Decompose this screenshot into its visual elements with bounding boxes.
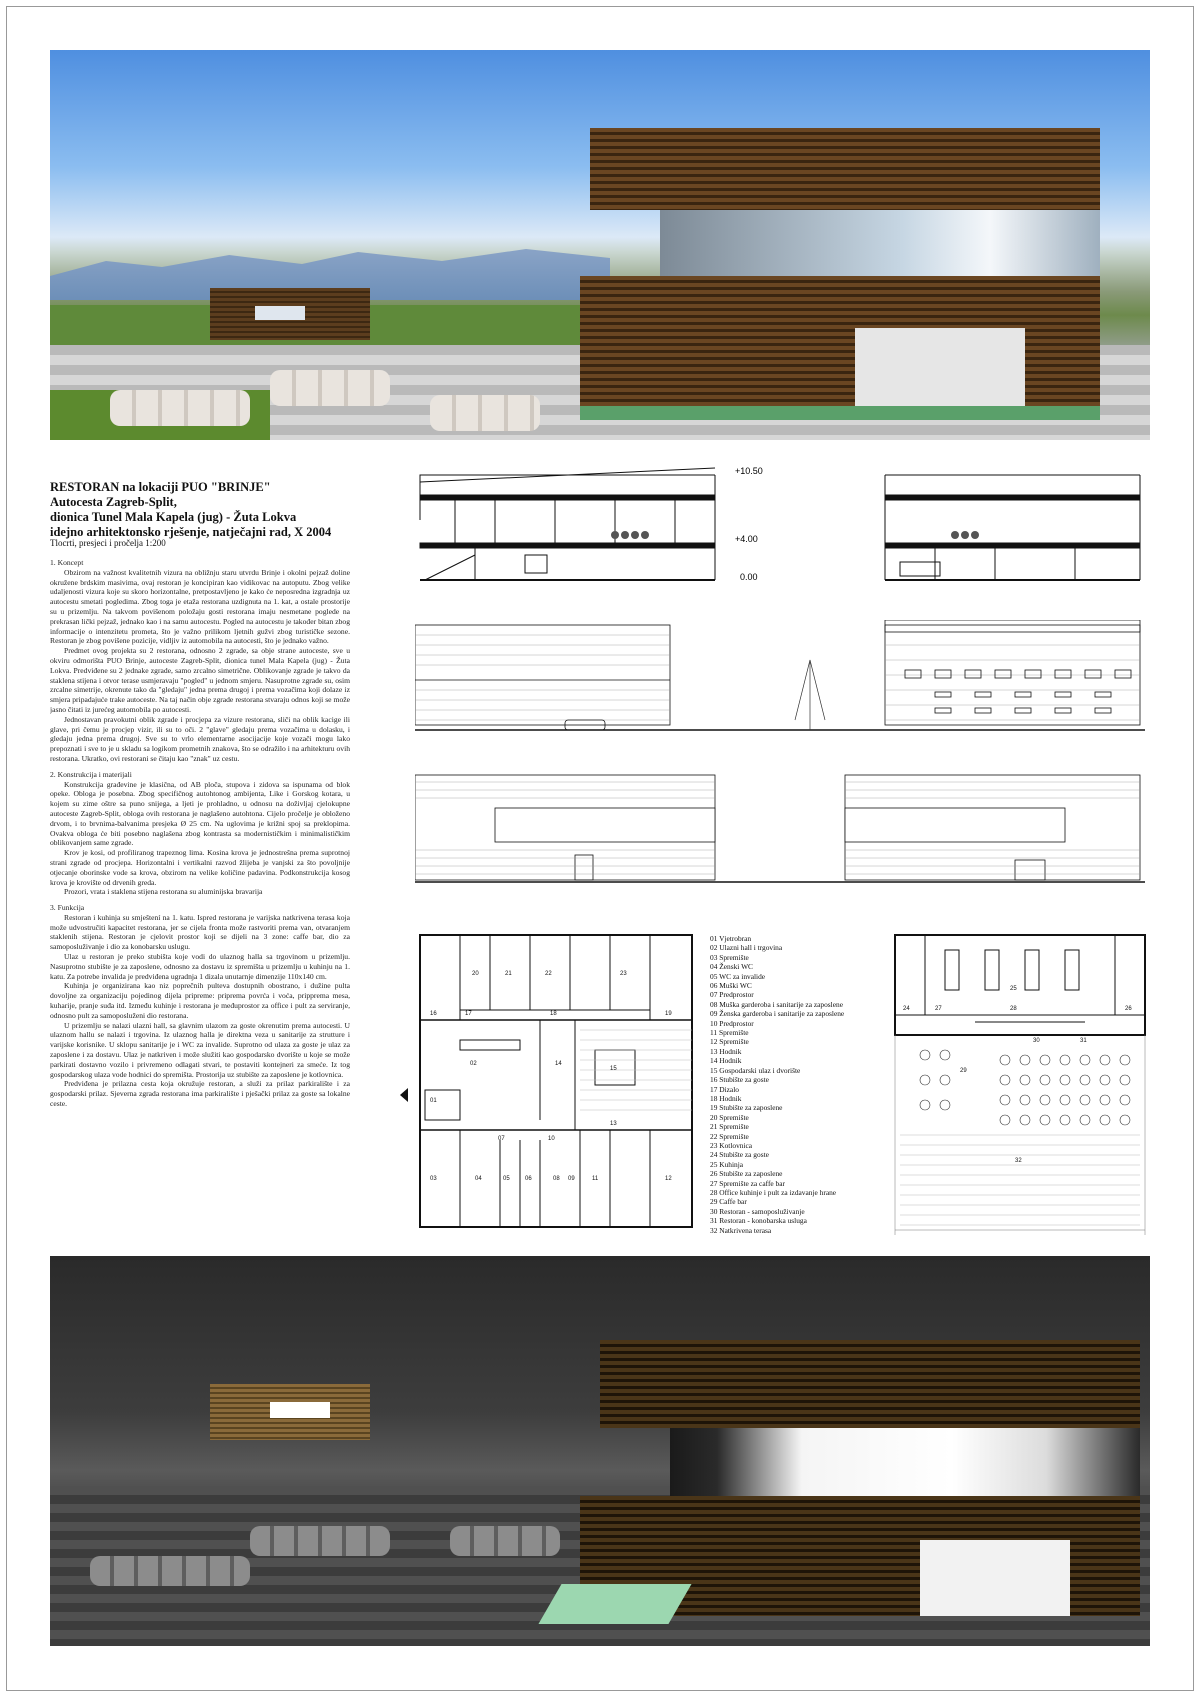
service-opening: [855, 328, 1025, 406]
legend-item: 27 Spremište za caffe bar: [710, 1178, 785, 1188]
room-label: 01: [430, 1098, 437, 1104]
room-label: 30: [1033, 1038, 1040, 1044]
title-line: Autocesta Zagreb-Split,: [50, 495, 177, 509]
entrance-marker: [400, 1088, 408, 1102]
room-label: 09: [568, 1176, 575, 1182]
distant-window: [255, 306, 305, 320]
room-label: 25: [1010, 986, 1017, 992]
restaurant-building: [580, 128, 1100, 420]
legend-item: 19 Stubište za zaposlene: [710, 1103, 783, 1113]
room-label: 22: [545, 971, 552, 977]
parked-cars: [250, 1526, 390, 1556]
legend-item: 31 Restoran - konobarska usluga: [710, 1216, 807, 1226]
drawing-scale-note: Tlocrti, presjeci i pročelja 1:200: [50, 538, 166, 548]
room-label: 18: [550, 1011, 557, 1017]
legend-item: 22 Spremište: [710, 1131, 749, 1141]
room-label: 16: [430, 1011, 437, 1017]
day-render: [50, 50, 1150, 440]
building-sections: [415, 460, 1145, 590]
elevations-row-1: [415, 620, 1145, 740]
legend-item: 12 Spremište: [710, 1037, 749, 1047]
paragraph: Krov je kosi, od profiliranog trapeznog lima. Kosina krova je jednostrešna prema suprotnoj strani zgrade od procjepa. Horizontalni i vertikalni razvod žlijeba je vanjski za što povoljnije otjecanje oborinske vode sa krova, obzirom na velike količine padavina. Podkonstrukcija kosog krova je krovište od drvenih greda.: [50, 848, 350, 887]
lit-plinth: [538, 1584, 691, 1624]
level-mid-label: +4.00: [735, 534, 758, 544]
room-label: 04: [475, 1176, 482, 1182]
title-line: idejno arhitektonsko rješenje, natječajni rad, X 2004: [50, 525, 332, 539]
night-render: [50, 1256, 1150, 1646]
legend-item: 13 Hodnik: [710, 1046, 742, 1056]
parked-cars: [90, 1556, 250, 1586]
parked-cars: [450, 1526, 560, 1556]
paragraph: U prizemlju se nalazi ulazni hall, sa glavnim ulazom za goste okrenutim prema autocesti. U ulaznom hallu se nalazi i trgovina. Iz ulaznog halla je direktna veza u sanitarije za strutture i varijske korisnike. U sklopu sanitarije je i WC za invalide. Suprotno od ulaza za goste je ulaz za zaposlene i za dostavu. Ulaz je natkriven i može služiti kao gospodarsko dvorište u koje se može parkirati dostavno vozilo i privremeno odlagati stvari, te postaviti kontejneri za smeće. Iz tog gospodarskog ulaza vode hodnici do spremišta. Prostorija uz stubište za zaposlene je kotlovnica.: [50, 1020, 350, 1079]
legend-item: 09 Ženska garderoba i sanitarije za zaposlene: [710, 1009, 845, 1019]
title-line: dionica Tunel Mala Kapela (jug) - Žuta Lokva: [50, 510, 297, 524]
room-label: 19: [665, 1011, 672, 1017]
upper-timber-volume: [590, 128, 1100, 210]
restaurant-building: [580, 1340, 1140, 1630]
legend-item: 11 Spremište: [710, 1028, 749, 1038]
glass-facade: [660, 210, 1100, 276]
legend-item: 24 Stubište za goste: [710, 1150, 769, 1160]
level-top-label: +10.50: [735, 466, 763, 476]
paragraph: Restoran i kuhinja su smještení na 1. katu. Ispred restorana je varijska natkrivena terasa koja može udvostručiti kapacitet restorana, jer se cijela fronta može rastvoriti prema van, otvaranjem staklenih stijena. Restoran je cjelovit prostor koji se dijeli na 3 zone: caffe bar, dio za samoposluživanje i dio za konobarsku uslugu.: [50, 912, 350, 952]
ground-floor-plan: [400, 930, 700, 1235]
room-label: 14: [555, 1061, 562, 1067]
room-label: 11: [592, 1176, 599, 1182]
room-label: 24: [903, 1006, 910, 1012]
description-text: [50, 558, 350, 1238]
room-legend: [710, 934, 880, 1235]
room-label: 02: [470, 1061, 477, 1067]
legend-item: 28 Office kuhinje i pult za izdavanje hrane: [710, 1187, 837, 1197]
section-heading: 2. Konstrukcija i materijali: [50, 769, 132, 779]
legend-item: 14 Hodnik: [710, 1056, 742, 1066]
section-heading: 1. Koncept: [50, 558, 84, 567]
legend-item: 23 Kotlovnica: [710, 1140, 753, 1150]
paragraph: Konstrukcija građevine je klasična, od AB ploča, stupova i zidova sa ispunama od blok opeke. Obloga je posebna. Zbog specifičnog autohtonog ambijenta, Like i Gorskog kotara, u kojem su zime oštre sa puno snijega, a ljeti je prohladno, u odnosu na doživljaj cjelokupne autoceste Zagreb-Split, obloga ovih restorana je naglašeno autohtona. Cijelo pročelje je obloženo drvom, i to brvnima-balvanima presjeka Ø 25 cm. Na uglovima je križni spoj sa preklopima. Ovakva obloga će biti posebno naglašena zbog kontrasta sa modernističkim i minimalističkim oblikovanjem same zgrade.: [50, 779, 350, 848]
distant-window: [270, 1402, 330, 1418]
legend-item: 29 Caffe bar: [710, 1197, 747, 1207]
legend-item: 08 Muška garderoba i sanitarije za zaposlene: [710, 999, 843, 1009]
legend-item: 26 Stubište za zaposlene: [710, 1169, 783, 1179]
paragraph: Obzirom na važnost kvalitetnih vizura na obližnju staru utvrdu Brinje i okolni pejzaž doline okružene brdskim masivima, ovaj restoran je koncipiran kao vidikovac na autoputu. Zbog velike udaljenosti vizura koje su skoro horizontalne, pretpostavljeno je kako će neposredna izgradnja uz autocestu smetati pogledima. Zbog toga je etaža restorana uzdignuta na 1. kat, a ostale prostorije su u prizemlju. Na takvom povišenom položaju gosti restorana imaju nesmetane poglede na prekrasan lički pejzaž, jednako kao i na samu autocestu. Pogled na autocestu je također bitan zbog informacije o intenzitetu prometa, što je važno prilikom ljetnih gužvi zbog turističke sezone. Restoran je zbog povišene pozicije, vidljiv iz automobila na autocesti, što je jednako važno.: [50, 567, 350, 646]
paragraph: Prozori, vrata i staklena stijena restorana su aluminijska bravarija: [64, 887, 263, 897]
room-label: 27: [935, 1006, 942, 1012]
lit-glass-facade: [670, 1428, 1140, 1496]
title-line: RESTORAN na lokaciji PUO "BRINJE": [50, 480, 271, 494]
legend-item: 05 WC za invalide: [710, 971, 766, 981]
paragraph: Kuhinja je organizirana kao niz poprečnih pulteva dostupnih obostrano, i dužine pulta dovoljne za organizaciju pojedinog dijela pripreme: priprema povrća i voća, pripprema mesa, kuharije, pranje suđa itd. Između kuhinje i restorana je međuprostor za office i pult za serviranje, odnosno pult za samoposluženi dio restorana.: [50, 981, 350, 1020]
section-heading: 3. Funkcija: [50, 903, 85, 913]
legend-item: 07 Predprostor: [710, 990, 754, 1000]
parked-cars: [110, 390, 250, 426]
legend-item: 25 Kuhinja: [710, 1159, 744, 1169]
room-label: 10: [548, 1136, 555, 1142]
project-title: [50, 480, 350, 540]
legend-item: 30 Restoran - samoposluživanje: [710, 1206, 805, 1216]
room-label: 23: [620, 971, 627, 977]
paragraph: Predmet ovog projekta su 2 restorana, odnosno 2 zgrade, sa obje strane autoceste, sve u okviru odmorišta PUO Brinje, autoceste Zagreb-Split, dionica tunel Mala Kapela (jug) - Žuta Lokva. Predviđene su 2 jednake zgrade, samo zrcalno simetrične. Oblikovanje zgrade je takvo da staklena stijena i otvor terase usmjeravaju "pogled" u jednom smjeru. Nasuprotne zgrade su, osim zrcalne simetrije, okrenute tako da "gledaju" jedna prema drugoj i prema vozačima koji dolaze iz smjera pripadajuće trake autoceste. Na taj način obje zgrade restorana stvaraju odnos koji se može jasno čitati iz jurećeg automobila po autocesti.: [50, 646, 350, 714]
room-label: 17: [465, 1011, 472, 1017]
legend-item: 17 Dizalo: [710, 1084, 739, 1094]
legend-item: 02 Ulazni hall i trgovina: [710, 943, 783, 953]
legend-item: 03 Spremište: [710, 952, 749, 962]
room-label: 28: [1010, 1006, 1017, 1012]
legend-item: 20 Spremište: [710, 1112, 749, 1122]
legend-item: 04 Ženski WC: [710, 962, 753, 972]
paragraph: Jednostavan pravokutni oblik zgrade i procjepa za vizure restorana, sliči na oblik kacige ili glave, pri čemu je procjep vizir, ili su to oči. 2 "glave" gledaju prema vozačima u dolasku, i gledaju jedna prema drugoj. Sve su to vrlo elementarne asocijacije koje vozači mogu lako prepoznati i sve to je u skladu sa logikom prometnih znakova, što se odražilo i na arhitekturu ovih restorana. Ukratko, ovi restorani se čitaju kao "znak" uz cestu.: [50, 714, 350, 763]
legend-item: 18 Hodnik: [710, 1093, 742, 1103]
room-label: 06: [525, 1176, 532, 1182]
lit-service-opening: [920, 1540, 1070, 1616]
upper-timber-volume: [600, 1340, 1140, 1428]
legend-item: 16 Stubište za goste: [710, 1075, 769, 1085]
room-label: 13: [610, 1121, 617, 1127]
paragraph: Predviđena je prilazna cesta koja okružuje restoran, a služi za prilaz parkiralište i za gospodarski prilaz. Sjeverna zgrada restorana ima parkiralište i pješački prilaz za goste sa lokalne ceste.: [50, 1079, 350, 1109]
parked-cars: [270, 370, 390, 406]
room-label: 31: [1080, 1038, 1087, 1044]
first-floor-plan: [885, 930, 1150, 1235]
room-label: 08: [553, 1176, 560, 1182]
legend-item: 10 Predprostor: [710, 1018, 754, 1028]
room-label: 32: [1015, 1158, 1022, 1164]
room-label: 29: [960, 1068, 967, 1074]
level-base-label: 0.00: [740, 572, 758, 582]
legend-item: 21 Spremište: [710, 1122, 749, 1132]
room-label: 26: [1125, 1006, 1132, 1012]
legend-item: 32 Natkrivena terasa: [710, 1225, 772, 1235]
room-label: 05: [503, 1176, 510, 1182]
plinth: [580, 406, 1100, 420]
room-label: 07: [498, 1136, 505, 1142]
distant-restaurant: [210, 1384, 370, 1440]
distant-restaurant: [210, 288, 370, 340]
room-label: 20: [472, 971, 479, 977]
room-label: 12: [665, 1176, 672, 1182]
room-label: 15: [610, 1066, 617, 1072]
legend-item: 01 Vjetrobran: [710, 934, 752, 943]
elevations-row-2: [415, 770, 1145, 890]
parked-cars: [430, 395, 540, 431]
paragraph: Ulaz u restoran je preko stubišta koje vodi do ulaznog halla sa trgovinom u prizemlju. Nasuprotno stubište je za zaposlene, odnosno za dostavu iz spremišta u prizemlju u kuhinju na 1. katu. Za potrebe invalida je predviđena ugradnja 1 dizala unutarnje dimenzije 110x140 cm.: [50, 952, 350, 981]
legend-item: 06 Muški WC: [710, 981, 752, 991]
room-label: 03: [430, 1176, 437, 1182]
legend-item: 15 Gospodarski ulaz i dvorište: [710, 1065, 801, 1075]
room-label: 21: [505, 971, 512, 977]
